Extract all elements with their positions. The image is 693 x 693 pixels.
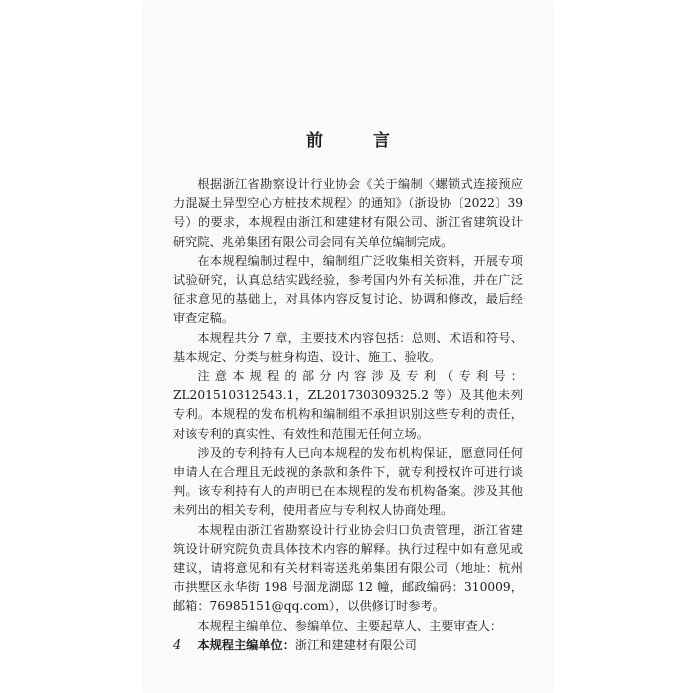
paragraph-units-intro: 本规程主编单位、参编单位、主要起草人、主要审查人： (197, 618, 503, 633)
paragraph-contents: 本规程共分 7 章，主要技术内容包括：总则、术语和符号、基本规定、分类与桩身构造、设计、施工、验收。 (173, 330, 523, 364)
chief-unit-label: 本规程主编单位： (197, 637, 295, 652)
page-number: 4 (173, 638, 182, 653)
document-page (143, 0, 553, 693)
body-text (173, 175, 523, 655)
paragraph-commission: 根据浙江省勘察设计行业协会《关于编制〈螺锁式连接预应力混凝土异型空心方桩技术规程〉的通知》（浙设协〔2022〕39号）的要求，本规程由浙江和建建材有限公司、浙江省建筑设计研究院、兆弟集团有限公司会同有关单位编制完成。 (173, 177, 523, 249)
paragraph-chief-unit (173, 636, 523, 655)
page-title: 前 言 (306, 131, 412, 151)
paragraph-patent-notice: 注意本规程的部分内容涉及专利（专利号：ZL201510312543.1，ZL201730309325.2 等）及其他未列专利。本规程的发布机构和编制组不承担识别这些专利的责任，对该专利的真实性、有效性和范围无任何立场。 (173, 369, 523, 441)
paragraph-patent-holder: 涉及的专利持有人已向本规程的发布机构保证，愿意同任何申请人在合理且无歧视的条款和条件下，就专利授权许可进行谈判。该专利持有人的声明已在本规程的发布机构备案。涉及其他未列出的相关专利，使用者应与专利权人协商处理。 (173, 445, 523, 518)
paragraph-process: 在本规程编制过程中，编制组广泛收集相关资料，开展专项试验研究，认真总结实践经验，参考国内外有关标准，并在广泛征求意见的基础上，对具体内容反复讨论、协调和修改，最后经审查定稿。 (173, 253, 523, 326)
chief-unit-value: 浙江和建建材有限公司 (294, 637, 417, 652)
paragraph-management: 本规程由浙江省勘察设计行业协会归口负责管理，浙江省建筑设计研究院负责具体技术内容的解释。执行过程中如有意见或建议，请将意见和有关材料寄送兆弟集团有限公司（地址：杭州市拱墅区永华街 198 号涸龙湖邸 12 幢，邮政编码：310009，邮箱：76985151@qq.com），以供修订时参考。 (173, 522, 523, 614)
